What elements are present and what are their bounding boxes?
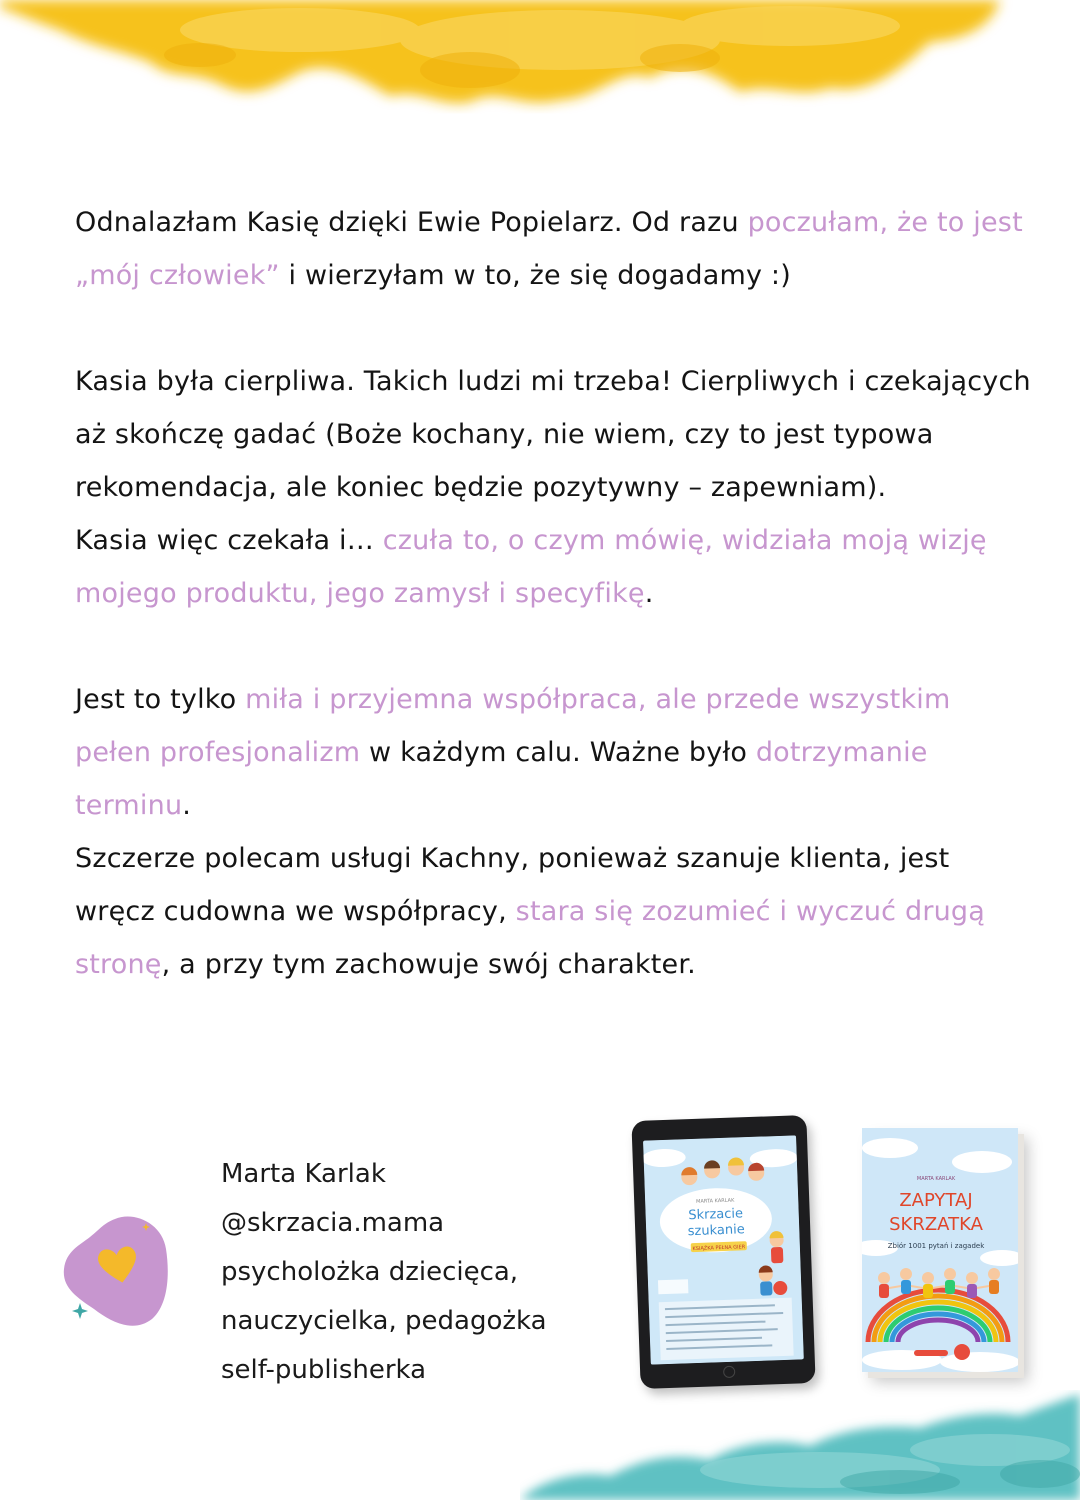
teal-watercolor-splash: [520, 1390, 1080, 1500]
heart-blob-icon: [60, 1205, 175, 1335]
author-name: Marta Karlak: [221, 1159, 386, 1189]
author-info: [221, 1150, 547, 1395]
book-author: MARTA KARLAK: [916, 1176, 956, 1182]
ebook-author: MARTA KARLAK: [696, 1197, 735, 1205]
author-role-2: nauczycielka, pedagożka: [221, 1306, 547, 1336]
text-run: , a przy tym zachowuje swój charakter.: [161, 949, 696, 980]
paragraph-2: [75, 355, 1035, 514]
book-title-1: ZAPYTAJ: [899, 1190, 973, 1211]
paragraph-4: [75, 673, 1035, 832]
book-title-2: SKRZATKA: [889, 1214, 983, 1235]
text-run: i wierzyłam w to, że się dogadamy :): [279, 260, 791, 291]
ebook-tablet-image: [631, 1115, 815, 1389]
highlighted-text: dotrzymanie terminu: [75, 737, 928, 821]
highlighted-text: czuła to, o czym mówię, widziała moją wizję mojego produktu, jego zamysł i specyfikę: [75, 525, 987, 609]
text-run: .: [644, 578, 654, 609]
text-run: Szczerze polecam usługi Kachny, ponieważ szanuje klienta, jest wręcz cudowna we współpracy,: [75, 843, 950, 927]
highlighted-text: stara się zozumieć i wyczuć drugą stronę: [75, 896, 986, 980]
author-handle: @skrzacia.mama: [221, 1208, 445, 1238]
printed-book-image: [862, 1128, 1018, 1372]
paragraph-1: [75, 196, 1035, 302]
tablet-home-button: [722, 1366, 734, 1378]
author-role-1: psycholożka dziecięca,: [221, 1257, 519, 1287]
book-subtitle: Zbiór 1001 pytań i zagadek: [887, 1242, 985, 1250]
text-run: Kasia więc czekała i…: [75, 525, 383, 556]
paragraph-3: [75, 514, 1035, 620]
highlighted-text: miła i przyjemna współpraca, ale przede wszystkim pełen profesjonalizm: [75, 684, 951, 768]
text-run: .: [182, 790, 192, 821]
ebook-subtitle: KSIĄŻKA PEŁNA GIER: [692, 1244, 746, 1253]
text-run: w każdym calu. Ważne było: [360, 737, 756, 768]
text-run: Jest to tylko: [75, 684, 246, 715]
ebook-title-2: szukanie: [687, 1222, 745, 1240]
text-run: Kasia była cierpliwa. Takich ludzi mi trzeba! Cierpliwych i czekających aż skończę gadać (Boże kochany, nie wiem, czy to jest typowa rekomendacja, ale koniec będzie pozytywny – zapewniam).: [75, 366, 1031, 503]
ebook-title-1: Skrzacie: [688, 1206, 744, 1224]
paragraph-5: [75, 832, 1035, 991]
highlighted-text: poczułam, że to jest „mój człowiek”: [75, 207, 1023, 291]
author-role-3: self-publisherka: [221, 1355, 427, 1385]
testimonial-text: [75, 196, 1035, 991]
text-run: Odnalazłam Kasię dzięki Ewie Popielarz. Od razu: [75, 207, 748, 238]
yellow-watercolor-splash: [0, 0, 1080, 130]
tablet-screen: [643, 1135, 804, 1364]
